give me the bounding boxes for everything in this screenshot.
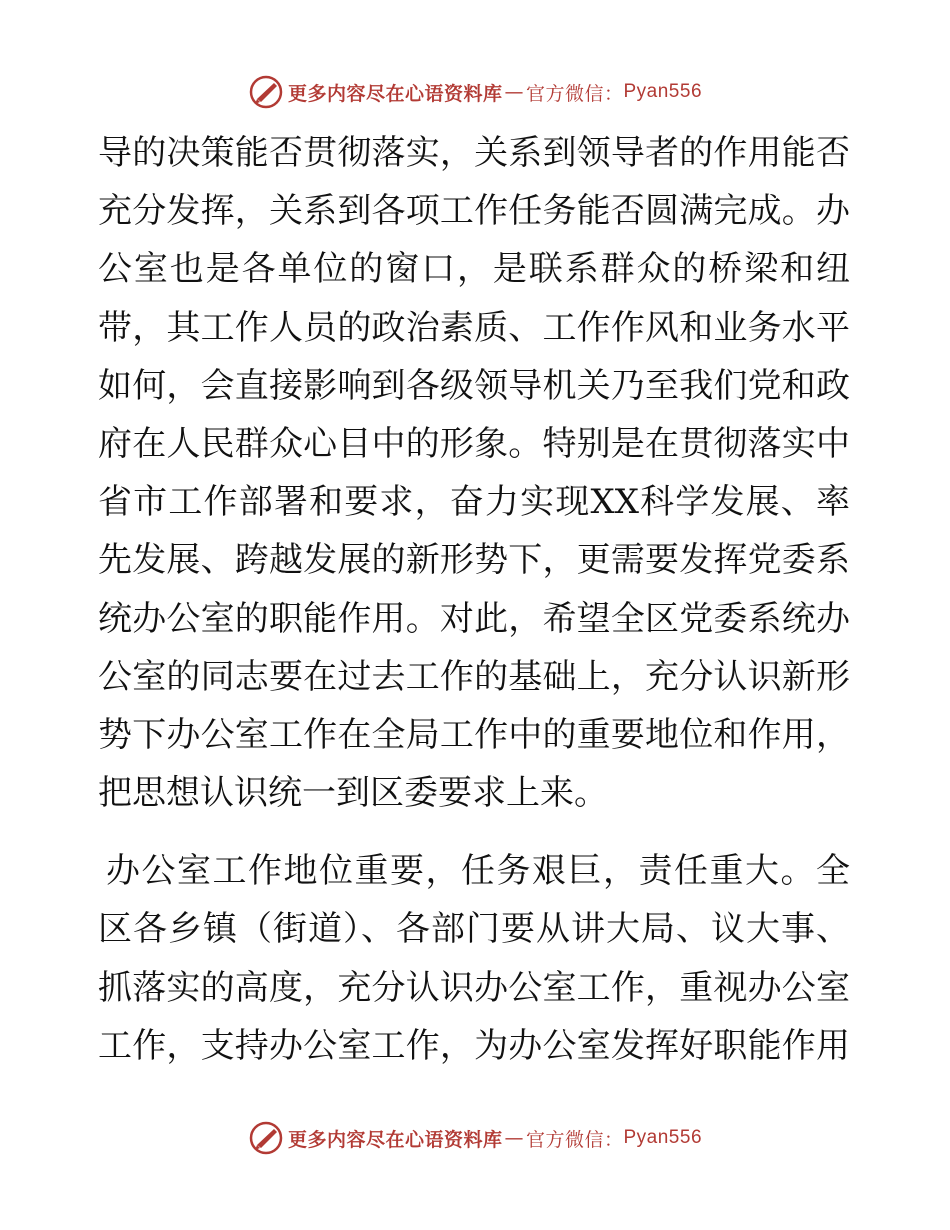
paragraph-line: 府在人民群众心目中的形象。特别是在贯彻落实中 [98,423,850,464]
paragraph-line: 工作，支持办公室工作，为办公室发挥好职能作用 [98,1025,850,1066]
paragraph-gap [98,822,850,842]
quill-pen-logo-icon [248,1120,284,1156]
header-banner-wechat: 官方微信： [525,82,624,105]
paragraph-line: 省市工作部署和要求，奋力实现XX科学发展、率 [98,482,850,523]
paragraph-1 [98,124,850,822]
paragraph-line: 先发展、跨越发展的新形势下，更需要发挥党委系 [98,540,850,581]
footer-banner [0,1118,950,1158]
paragraph-line: 把思想认识统一到区委要求上来。 [98,773,608,814]
document-body [98,124,850,1075]
footer-banner-dash: — [504,1127,524,1149]
paragraph-line: 区各乡镇（街道）、各部门要从讲大局、议大事、 [98,909,850,950]
quill-pen-logo-icon [248,74,284,110]
header-banner-dash: — [504,81,524,103]
footer-banner-label: 更多内容尽在心语资料库 [287,1128,503,1151]
paragraph-line: 如何，会直接影响到各级领导机关乃至我们党和政 [98,365,850,406]
paragraph-line: 带，其工作人员的政治素质、工作作风和业务水平 [98,307,850,348]
paragraph-line: 导的决策能否贯彻落实，关系到领导者的作用能否 [98,133,850,173]
paragraph-line: 势下办公室工作在全局工作中的重要地位和作用， [98,714,850,755]
footer-banner-text [288,1125,702,1152]
paragraph-line: 统办公室的职能作用。对此，希望全区党委系统办 [98,598,850,639]
paragraph-line: 公室的同志要在过去工作的基础上，充分认识新形 [98,656,850,697]
paragraph-line: 公室也是各单位的窗口，是联系群众的桥梁和纽 [98,249,850,290]
header-banner [0,72,950,112]
header-banner-text [288,79,702,106]
paragraph-line: 充分发挥，关系到各项工作任务能否圆满完成。办 [98,191,850,232]
paragraph-line: 办公室工作地位重要，任务艰巨，责任重大。全 [106,851,850,892]
paragraph-2 [98,842,850,1075]
header-banner-wechat-id: Pyan556 [623,81,703,102]
paragraph-line: 抓落实的高度，充分认识办公室工作，重视办公室 [98,967,850,1008]
header-banner-label: 更多内容尽在心语资料库 [287,82,503,105]
footer-banner-wechat: 官方微信： [525,1128,624,1151]
footer-banner-wechat-id: Pyan556 [623,1127,703,1148]
